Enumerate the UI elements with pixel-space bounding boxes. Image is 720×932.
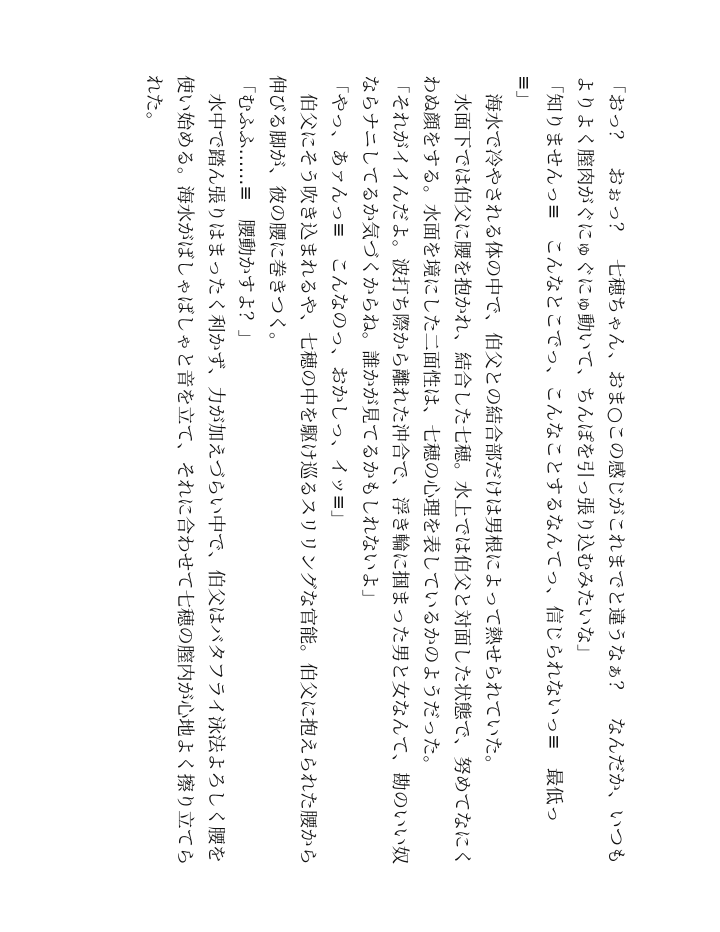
- text-line: 「おっ？ おぉっ？ 七穂ちゃん、おま○この感じがこれまでと違うなぁ？ なんだか、いつも: [605, 75, 626, 865]
- text-line: ならナニしてるか気づくからね。誰かが見てるかもしれないよ」: [358, 75, 380, 608]
- text-line: 「知りませんっ≡ こんなとこでっ、こんなことするなんてっ、信じられないっ≡ 最低っ: [543, 75, 565, 824]
- text-line: 「やっ、あァんっ≡ こんなのっ、おかしっ、イッ≡」: [327, 75, 349, 529]
- rotated-text-page: [137, 75, 630, 885]
- text-line: 伸びる脚が、彼の腰に巻きつく。: [266, 75, 288, 351]
- text-line: 海水で冷やされる体の中で、伯父との結合部だけは男根によって熱せられていた。: [481, 75, 503, 774]
- text-line: 「むふふ……≡ 腰動かすよ？」: [235, 75, 257, 348]
- text-line: わぬ顔をする。水面を境にした二面性は、七穂の心理を表しているかのようだった。: [420, 75, 442, 774]
- text-line: 水中で踏ん張りはまったく利かず、力が加えづらい中で、伯父はバタフライ泳法よろしく腰を: [204, 75, 226, 864]
- text-line: れた。: [143, 75, 165, 131]
- text-line: 「それがイイんだよ。波打ち際から離れた沖合で、浮き輪に掴まった男と女なんて、勘のいい奴: [389, 75, 411, 865]
- text-line: よりよく膣肉がぐにゅぐにゅ動いて、ちんぽを引っ張り込むみたいな」: [574, 75, 596, 663]
- text-line: 伯父にそう吹き込まれるや、七穂の中を駆け巡るスリリングな官能。伯父に抱えられた腰から: [297, 75, 319, 866]
- text-line: 水面下では伯父に腰を抱かれ、結合した七穂。水上では伯父と対面した状態で、努めてなにく: [451, 75, 473, 867]
- text-line: 使い始める。海水がばしゃばしゃと音を立て、それに合わせて七穂の膣内が心地よく擦り立てら: [173, 75, 195, 866]
- text-line: ≡」: [512, 75, 534, 109]
